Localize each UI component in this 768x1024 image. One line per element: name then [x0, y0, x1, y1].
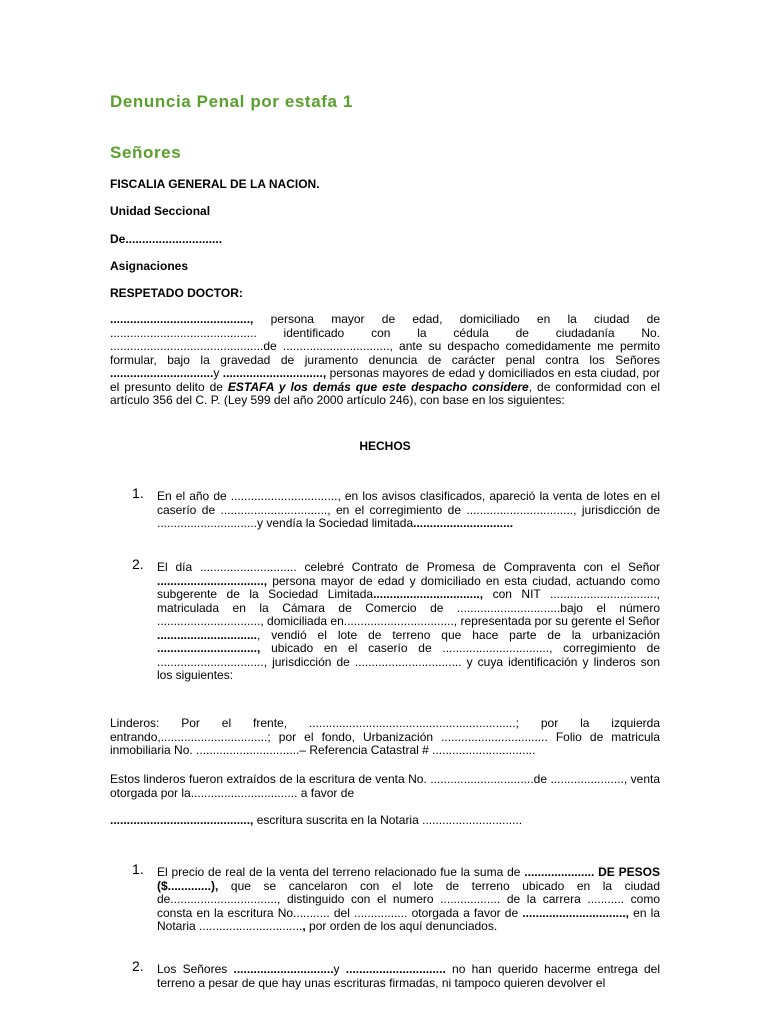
crime-name: ESTAFA y los demás que este despacho considere — [227, 379, 529, 394]
blank: .........................................., — [110, 813, 254, 827]
text: y — [213, 366, 220, 380]
boundaries-paragraph: Linderos: Por el frente, ..............................................................; por la izquierda entrando,................................; por el fondo, Urbanización ................................ Folio de matricula inmobiliaria No. ...............................– Referencia Catastral # ............................... — [110, 716, 660, 757]
text: escritura suscrita en la Notaria .............................. — [253, 813, 523, 827]
list-number: 1. — [132, 861, 144, 877]
text: personas mayores de edad y domiciliados en esta ciudad, por el presunto delito de — [110, 366, 660, 394]
text: persona mayor de edad, domiciliado en la ciudad de ............................................ identificado con la cédula de ciudadanía No. ..............................................de ................................, ante su despacho comedidamente me permito formular, bajo la gravedad de juramento denuncia de carácter penal contra los Señores — [110, 312, 660, 367]
text: , de conformidad con el artículo 356 del C. P. (Ley 599 del año 2000 artículo 246), con base en los siguientes: — [110, 379, 660, 407]
list-number: 1. — [132, 485, 144, 501]
de-line: De............................. — [110, 232, 223, 246]
list-text: Los Señores ..............................y .............................. no han querido hacerme entrega del terreno a pesar de que hay unas escrituras firmadas, ni tampoco quieren devolver el — [157, 962, 660, 990]
extract-paragraph: Estos linderos fueron extraídos de la escritura de venta No. ...............................de ......................, venta otorgada por la................................ a favor de — [110, 772, 660, 800]
list-item — [110, 556, 661, 683]
greeting-heading: Señores — [110, 143, 182, 162]
list-text: El día ............................. celebré Contrato de Promesa de Compraventa con el Señor ................................, persona mayor de edad y domiciliado en esta ciudad, actuando como subgerente de la Sociedad Limitada................................, con NIT ................................, matriculada en la Cámara de Comercio de ...............................bajo el número ..............................., domiciliada en................................., representada por su gerente el Señor .............................., vendió el lote de terreno que hace parte de la urbanización .............................., ubicado en el caserío de ................................, corregimiento de ................................, jurisdicción de ................................ y cuya identificación y linderos son los siguientes: — [157, 560, 661, 682]
blank: .............................., — [222, 366, 327, 380]
deed-paragraph — [110, 814, 660, 828]
unit: Unidad Seccional — [110, 204, 211, 218]
list-number: 2. — [132, 556, 144, 572]
blank: ............................... — [110, 366, 214, 380]
list-item — [110, 485, 660, 531]
facts-heading: HECHOS — [359, 439, 411, 453]
list-item — [110, 861, 660, 934]
list-text: En el año de ................................, en los avisos clasificados, apareció la venta de lotes en el caserío de ................................, en el corregimiento de ................................, jurisdicción de ..............................y vendía la Sociedad limitada.............................. — [157, 489, 660, 530]
list-item — [110, 958, 660, 990]
recipient: FISCALIA GENERAL DE LA NACION. — [110, 177, 320, 191]
list-number: 2. — [132, 958, 144, 974]
assignments: Asignaciones — [110, 259, 189, 273]
document-title: Denuncia Penal por estafa 1 — [110, 92, 353, 111]
list-text: El precio de real de la venta del terreno relacionado fue la suma de ..................... DE PESOS ($.............), que se cancelaron con el lote de terreno ubicado en la ciudad de................................, distinguido con el numero .................. de la carrera ........... como consta en la escritura No........... del ................ otorgada a favor de ..............................., en la Notaria ..............................., por orden de los aquí denunciados. — [157, 865, 660, 933]
salutation: RESPETADO DOCTOR: — [110, 286, 243, 300]
blank: .........................................., — [110, 312, 254, 326]
intro-paragraph — [110, 313, 660, 408]
